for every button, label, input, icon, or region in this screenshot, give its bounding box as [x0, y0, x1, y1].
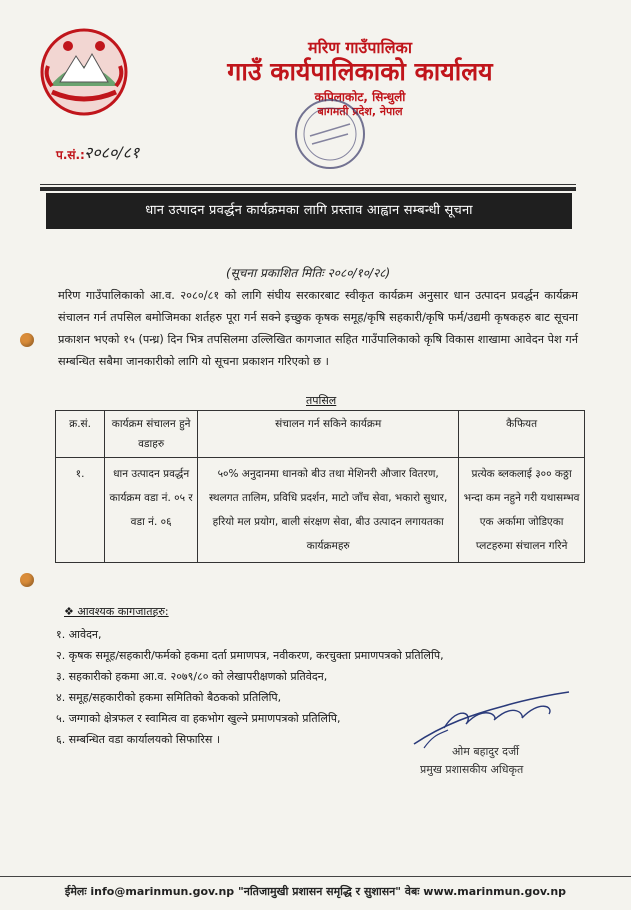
list-item: १. आवेदन,: [56, 628, 102, 641]
table-row: [56, 458, 585, 563]
column-header: कैफियत: [459, 411, 585, 458]
serial-cell: १.: [56, 458, 105, 563]
header-divider: [40, 184, 576, 185]
column-header: क्र.सं.: [56, 411, 105, 458]
schedule-table: [55, 410, 585, 563]
notice-body: मरिण गाउँपालिकाको आ.व. २०८०/८१ को लागि संघीय सरकारबाट स्वीकृत कार्यक्रम अनुसार धान उत्पादन प्रवर्द्धन कार्यक्रम संचालन गर्न तपसिल बमोजिमका शर्तहरु पूरा गर्न सक्ने इच्छुक कृषक समूह/कृषि सहकारी/कृषि फर्म/उद्यमी कृषकहरु बाट सूचना प्रकाशन भएको १५ (पन्ध्र) दिन भित्र तपसिलमा उल्लिखित कागजात सहित गाउँपालिकाको कृषि विकास शाखामा आवेदन पेश गर्न सम्बन्धित सबैमा जानकारीको लागि यो सूचना प्रकाशन गरिएको छ ।: [58, 289, 578, 368]
remarks-cell: प्रत्येक ब्लकलाई ३०० कठ्ठा भन्दा कम नहुने गरी यथासम्भव एक अर्कामा जोडिएका प्लटहरुमा संचालन गरिने: [459, 458, 585, 563]
footer-contact: ईमेलः info@marinmun.gov.np "नतिजामुखी प्रशासन समृद्धि र सुशासन" वेबः www.marinmun.gov.np: [64, 885, 567, 898]
signatory-title: प्रमुख प्रशासकीय अधिकृत: [420, 763, 524, 776]
office-seal-stamp: [290, 94, 370, 174]
footer-divider: [0, 876, 631, 877]
column-header: संचालन गर्न सकिने कार्यक्रम: [198, 411, 459, 458]
office-name: गाउँ कार्यपालिकाको कार्यालय: [227, 57, 493, 86]
required-documents-list: [56, 624, 444, 750]
list-item: ४. समूह/सहकारीको हकमा समितिको बैठकको प्रतिलिपि,: [56, 691, 282, 704]
column-header: कार्यक्रम संचालन हुने वडाहरु: [105, 411, 198, 458]
schedule-title: तपसिल: [306, 394, 337, 407]
list-item: २. कृषक समूह/सहकारी/फर्मको हकमा दर्ता प्रमाणपत्र, नवीकरण, करचुक्ता प्रमाणपत्रको प्रतिलिपि,: [56, 649, 444, 662]
program-cell: ५०% अनुदानमा धानको बीउ तथा मेशिनरी औजार वितरण, स्थलगत तालिम, प्रविधि प्रदर्शन, माटो जाँच सेवा, भकारो सुधार, हरियो मल प्रयोग, बाली संरक्षण सेवा, बीउ उत्पादन लगायतका कार्यक्रमहरु: [198, 458, 459, 563]
table-header-row: [56, 411, 585, 458]
signatory-name: ओम बहादुर दर्जी: [452, 745, 519, 758]
reference-label: प.सं.:: [56, 148, 85, 162]
punch-hole: [20, 333, 34, 347]
header-divider-thick: [40, 187, 576, 191]
list-item: ६. सम्बन्धित वडा कार्यालयको सिफारिस ।: [56, 733, 221, 746]
address-line-2: बागमती प्रदेश, नेपाल: [317, 105, 403, 118]
reference-number: २०८०/८१: [84, 143, 140, 162]
org-name: मरिण गाउँपालिका: [308, 38, 412, 57]
list-item: ५. जग्गाको क्षेत्रफल र स्वामित्व वा हकभोग खुल्ने प्रमाणपत्रको प्रतिलिपि,: [56, 712, 341, 725]
published-date: (सूचना प्रकाशित मितिः २०८०/१०/२८): [226, 266, 391, 280]
address-line-1: कपिलाकोट, सिन्धुली: [314, 90, 406, 104]
wards-cell: धान उत्पादन प्रवर्द्धन कार्यक्रम वडा नं. ०५ र वडा नं. ०६: [105, 458, 198, 563]
notice-title: धान उत्पादन प्रवर्द्धन कार्यक्रमका लागि प्रस्ताव आह्वान सम्बन्धी सूचना: [46, 193, 572, 229]
punch-hole: [20, 573, 34, 587]
required-documents-heading: ❖ आवश्यक कागजातहरु:: [64, 605, 169, 618]
nepal-emblem-icon: [38, 26, 130, 118]
list-item: ३. सहकारीको हकमा आ.व. २०७९/८० को लेखापरीक्षणको प्रतिवेदन,: [56, 670, 328, 683]
